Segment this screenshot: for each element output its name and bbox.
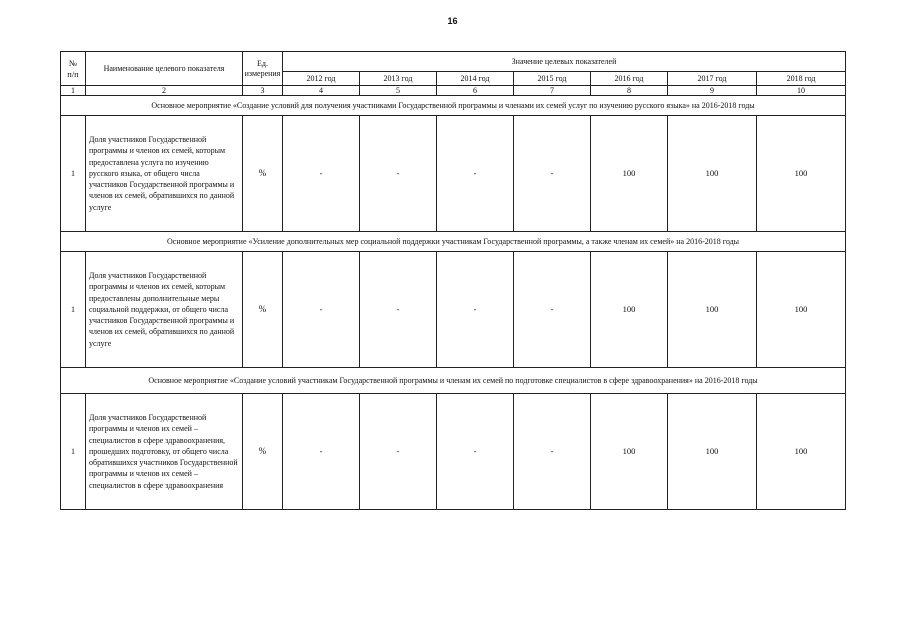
value-2013: - bbox=[360, 116, 437, 232]
indicator-name: Доля участников Государственной программы и членов их семей, которым предоставлены дополнительные меры социальной поддержки, от общего числа участников Государственной программы и членов их семей, обратившихся по данной услуге bbox=[86, 252, 243, 368]
header-unit-cell bbox=[243, 52, 283, 86]
indicator-unit: % bbox=[243, 116, 283, 232]
indicator-name: Доля участников Государственной программы и членов их семей – специалистов в сфере здравоохранения, прошедших подготовку, от общего числа обратившихся участников Государственной программы и членов их семей – специалистов в сфере здравоохранения bbox=[86, 394, 243, 510]
value-2016: 100 bbox=[591, 252, 668, 368]
value-2014: - bbox=[437, 252, 514, 368]
page-number: 16 bbox=[447, 16, 458, 26]
column-number: 6 bbox=[437, 86, 514, 96]
column-number: 4 bbox=[283, 86, 360, 96]
column-number: 8 bbox=[591, 86, 668, 96]
value-2018: 100 bbox=[757, 116, 846, 232]
value-2016: 100 bbox=[591, 116, 668, 232]
value-2017: 100 bbox=[668, 394, 757, 510]
value-2018: 100 bbox=[757, 394, 846, 510]
indicator-unit: % bbox=[243, 252, 283, 368]
year-header: 2012 год bbox=[283, 72, 360, 86]
value-2015: - bbox=[514, 394, 591, 510]
value-2015: - bbox=[514, 116, 591, 232]
column-number: 3 bbox=[243, 86, 283, 96]
header-values-cell: Значение целевых показателей bbox=[283, 52, 846, 72]
column-number: 9 bbox=[668, 86, 757, 96]
section-title-row bbox=[61, 232, 846, 252]
column-number: 5 bbox=[360, 86, 437, 96]
value-2012: - bbox=[283, 116, 360, 232]
row-number: 1 bbox=[61, 252, 86, 368]
table-row bbox=[61, 394, 846, 510]
section-title: Основное мероприятие «Создание условий участникам Государственной программы и членам их семей по подготовке специалистов в сфере здравоохранения» на 2016-2018 годы bbox=[61, 368, 846, 394]
header-num-line1: № bbox=[68, 58, 78, 69]
column-number: 7 bbox=[514, 86, 591, 96]
section-title: Основное мероприятие «Усиление дополнительных мер социальной поддержки участникам Государственной программы, а также членам их семей» на 2016-2018 годы bbox=[61, 232, 846, 252]
value-2018: 100 bbox=[757, 252, 846, 368]
value-2017: 100 bbox=[668, 252, 757, 368]
year-header: 2013 год bbox=[360, 72, 437, 86]
year-header: 2016 год bbox=[591, 72, 668, 86]
column-number: 10 bbox=[757, 86, 846, 96]
table-row bbox=[61, 116, 846, 232]
value-2012: - bbox=[283, 252, 360, 368]
header-unit-line1: Ед. bbox=[257, 58, 268, 68]
header-num-cell bbox=[61, 52, 86, 86]
value-2016: 100 bbox=[591, 394, 668, 510]
table-row bbox=[61, 252, 846, 368]
year-header: 2017 год bbox=[668, 72, 757, 86]
section-title-row bbox=[61, 96, 846, 116]
indicator-unit: % bbox=[243, 394, 283, 510]
value-2013: - bbox=[360, 394, 437, 510]
value-2017: 100 bbox=[668, 116, 757, 232]
column-numbers-row bbox=[61, 86, 846, 96]
header-row bbox=[61, 52, 846, 72]
row-number: 1 bbox=[61, 116, 86, 232]
year-header: 2018 год bbox=[757, 72, 846, 86]
section-title-row bbox=[61, 368, 846, 394]
value-2014: - bbox=[437, 116, 514, 232]
row-number: 1 bbox=[61, 394, 86, 510]
indicator-name: Доля участников Государственной программы и членов их семей, которым предоставлена услуга по изучению русского языка, от общего числа участников Государственной программы и членов их семей, обратившихся по данной услуге bbox=[86, 116, 243, 232]
value-2014: - bbox=[437, 394, 514, 510]
header-name-cell: Наименование целевого показателя bbox=[86, 52, 243, 86]
value-2012: - bbox=[283, 394, 360, 510]
value-2015: - bbox=[514, 252, 591, 368]
year-header: 2015 год bbox=[514, 72, 591, 86]
header-unit-line2: измерения bbox=[244, 68, 281, 78]
column-number: 2 bbox=[86, 86, 243, 96]
value-2013: - bbox=[360, 252, 437, 368]
column-number: 1 bbox=[61, 86, 86, 96]
year-header: 2014 год bbox=[437, 72, 514, 86]
header-num-line2: п/п bbox=[67, 68, 79, 79]
section-title: Основное мероприятие «Создание условий для получения участниками Государственной программы и членами их семей услуг по изучению русского языка» на 2016-2018 годы bbox=[61, 96, 846, 116]
target-indicators-table bbox=[60, 51, 846, 510]
